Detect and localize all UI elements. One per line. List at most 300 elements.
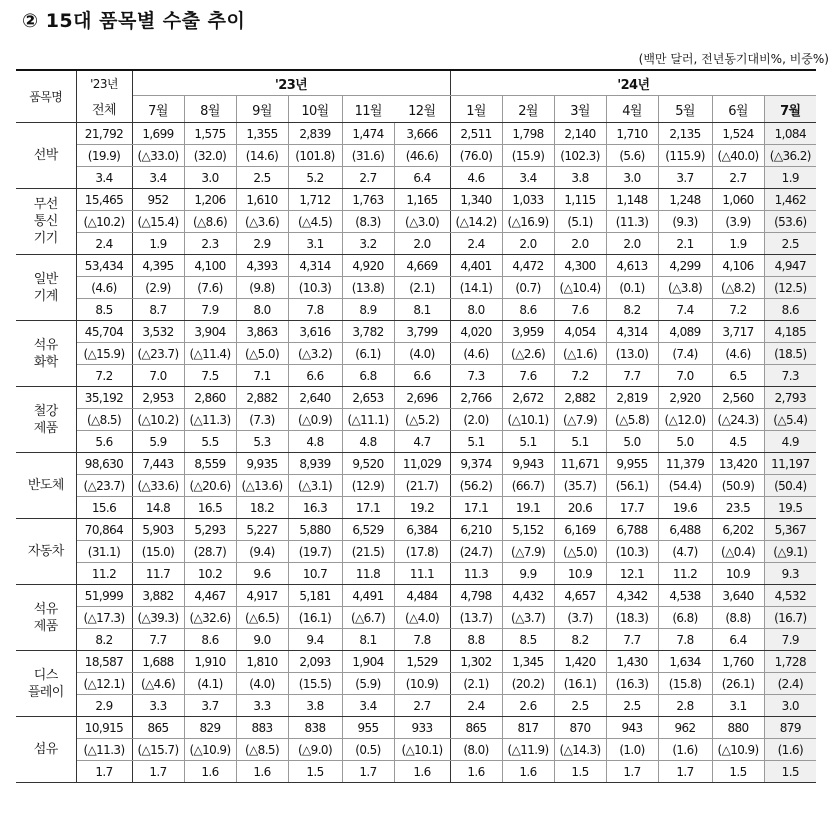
value-cell: 2.1 bbox=[658, 233, 712, 255]
value-cell: (54.4) bbox=[658, 475, 712, 497]
value-cell: 4,314 bbox=[288, 255, 342, 277]
value-cell: 6,202 bbox=[712, 519, 764, 541]
value-cell: 9.4 bbox=[288, 629, 342, 651]
value-cell: (19.7) bbox=[288, 541, 342, 563]
value-cell: 6.4 bbox=[712, 629, 764, 651]
value-cell: 6.6 bbox=[394, 365, 450, 387]
value-cell: 11.8 bbox=[342, 563, 394, 585]
value-cell: 1.9 bbox=[132, 233, 184, 255]
value-cell: 2.0 bbox=[554, 233, 606, 255]
value-cell: 1,474 bbox=[342, 123, 394, 145]
month-header: 4월 bbox=[606, 96, 658, 123]
month-header: 9월 bbox=[236, 96, 288, 123]
value-cell: (8.8) bbox=[712, 607, 764, 629]
value-cell: 19.1 bbox=[502, 497, 554, 519]
item-name-line: 석유 bbox=[33, 601, 58, 617]
value-cell: 7.7 bbox=[606, 629, 658, 651]
value-cell: 11,671 bbox=[554, 453, 606, 475]
value-cell: (13.7) bbox=[450, 607, 502, 629]
value-cell: 4,491 bbox=[342, 585, 394, 607]
value-cell: 3.3 bbox=[132, 695, 184, 717]
value-cell: (53.6) bbox=[764, 211, 816, 233]
value-cell: 5,367 bbox=[764, 519, 816, 541]
item-name-line: 자동차 bbox=[27, 544, 64, 559]
value-cell: 3,959 bbox=[502, 321, 554, 343]
value-cell: (5.6) bbox=[606, 145, 658, 167]
value-cell: 5.1 bbox=[554, 431, 606, 453]
value-cell: 45,704 bbox=[76, 321, 132, 343]
value-cell: 1,248 bbox=[658, 189, 712, 211]
month-header: 10월 bbox=[288, 96, 342, 123]
value-cell: 7.3 bbox=[450, 365, 502, 387]
value-cell: (101.8) bbox=[288, 145, 342, 167]
value-cell: (△32.6) bbox=[184, 607, 236, 629]
value-cell: (△9.1) bbox=[764, 541, 816, 563]
table-body bbox=[16, 123, 816, 783]
value-cell: 2.9 bbox=[236, 233, 288, 255]
table-row bbox=[16, 365, 816, 387]
item-name bbox=[16, 651, 76, 717]
table-row bbox=[16, 739, 816, 761]
value-cell: 5,880 bbox=[288, 519, 342, 541]
value-cell: 1,688 bbox=[132, 651, 184, 673]
value-cell: 6,529 bbox=[342, 519, 394, 541]
value-cell: 7.4 bbox=[658, 299, 712, 321]
value-cell: 1.6 bbox=[450, 761, 502, 783]
value-cell: (△5.8) bbox=[606, 409, 658, 431]
value-cell: 4.9 bbox=[764, 431, 816, 453]
value-cell: 2,672 bbox=[502, 387, 554, 409]
value-cell: 1.7 bbox=[658, 761, 712, 783]
item-name-line: 디스 bbox=[33, 667, 58, 683]
month-header: 7월 bbox=[132, 96, 184, 123]
table-row bbox=[16, 673, 816, 695]
value-cell: 7.6 bbox=[502, 365, 554, 387]
item-name-line: 제품 bbox=[33, 420, 58, 436]
value-cell: 8.0 bbox=[236, 299, 288, 321]
value-cell: (4.7) bbox=[658, 541, 712, 563]
value-cell: 8.8 bbox=[450, 629, 502, 651]
value-cell: 3,799 bbox=[394, 321, 450, 343]
value-cell: (△3.0) bbox=[394, 211, 450, 233]
value-cell: (△33.0) bbox=[132, 145, 184, 167]
value-cell: 1,060 bbox=[712, 189, 764, 211]
value-cell: 3,532 bbox=[132, 321, 184, 343]
value-cell: 865 bbox=[450, 717, 502, 739]
value-cell: 4,054 bbox=[554, 321, 606, 343]
value-cell: (1.6) bbox=[658, 739, 712, 761]
value-cell: 1,302 bbox=[450, 651, 502, 673]
value-cell: 1.6 bbox=[502, 761, 554, 783]
value-cell: (△12.0) bbox=[658, 409, 712, 431]
value-cell: 17.1 bbox=[450, 497, 502, 519]
month-header: 2월 bbox=[502, 96, 554, 123]
value-cell: (8.3) bbox=[342, 211, 394, 233]
value-cell: 3.0 bbox=[606, 167, 658, 189]
value-cell: 4,106 bbox=[712, 255, 764, 277]
value-cell: (13.8) bbox=[342, 277, 394, 299]
value-cell: 2.0 bbox=[606, 233, 658, 255]
value-cell: 19.2 bbox=[394, 497, 450, 519]
value-cell: (56.2) bbox=[450, 475, 502, 497]
value-cell: (△16.9) bbox=[502, 211, 554, 233]
value-cell: 7.1 bbox=[236, 365, 288, 387]
value-cell: 2.4 bbox=[76, 233, 132, 255]
value-cell: 3.4 bbox=[76, 167, 132, 189]
value-cell: 1,798 bbox=[502, 123, 554, 145]
value-cell: (△5.0) bbox=[554, 541, 606, 563]
value-cell: 817 bbox=[502, 717, 554, 739]
item-name-line: 선박 bbox=[33, 148, 58, 163]
value-cell: 53,434 bbox=[76, 255, 132, 277]
value-cell: 6,788 bbox=[606, 519, 658, 541]
value-cell: 6,210 bbox=[450, 519, 502, 541]
value-cell: 6.8 bbox=[342, 365, 394, 387]
value-cell: (1.0) bbox=[606, 739, 658, 761]
value-cell: (△10.1) bbox=[502, 409, 554, 431]
item-name-line: 섬유 bbox=[33, 742, 58, 757]
value-cell: (35.7) bbox=[554, 475, 606, 497]
value-cell: (△0.4) bbox=[712, 541, 764, 563]
value-cell: (△14.3) bbox=[554, 739, 606, 761]
value-cell: (3.7) bbox=[554, 607, 606, 629]
value-cell: 7.9 bbox=[184, 299, 236, 321]
table-row bbox=[16, 211, 816, 233]
value-cell: 18,587 bbox=[76, 651, 132, 673]
value-cell: (△5.4) bbox=[764, 409, 816, 431]
table-row bbox=[16, 167, 816, 189]
value-cell: (6.1) bbox=[342, 343, 394, 365]
value-cell: (△10.1) bbox=[394, 739, 450, 761]
value-cell: 2,640 bbox=[288, 387, 342, 409]
item-name-line: 철강 bbox=[33, 403, 58, 419]
value-cell: (9.3) bbox=[658, 211, 712, 233]
value-cell: 4,100 bbox=[184, 255, 236, 277]
value-cell: 3,640 bbox=[712, 585, 764, 607]
value-cell: (5.1) bbox=[554, 211, 606, 233]
value-cell: 1,763 bbox=[342, 189, 394, 211]
value-cell: (△10.9) bbox=[184, 739, 236, 761]
value-cell: 4.8 bbox=[342, 431, 394, 453]
month-header: 11월 bbox=[342, 96, 394, 123]
item-name bbox=[16, 519, 76, 585]
value-cell: 7.0 bbox=[132, 365, 184, 387]
value-cell: (△10.2) bbox=[76, 211, 132, 233]
value-cell: (2.0) bbox=[450, 409, 502, 431]
value-cell: 6.6 bbox=[288, 365, 342, 387]
value-cell: 13,420 bbox=[712, 453, 764, 475]
unit-note: (백만 달러, 전년동기대비%, 비중%) bbox=[638, 52, 829, 66]
value-cell: 4,657 bbox=[554, 585, 606, 607]
value-cell: 9,955 bbox=[606, 453, 658, 475]
item-name-line: 일반 bbox=[33, 271, 58, 287]
value-cell: (△40.0) bbox=[712, 145, 764, 167]
value-cell: 4.5 bbox=[712, 431, 764, 453]
value-cell: 2,696 bbox=[394, 387, 450, 409]
value-cell: 8.6 bbox=[764, 299, 816, 321]
value-cell: 2,839 bbox=[288, 123, 342, 145]
item-name bbox=[16, 585, 76, 651]
value-cell: 70,864 bbox=[76, 519, 132, 541]
table-row bbox=[16, 189, 816, 211]
value-cell: 1,610 bbox=[236, 189, 288, 211]
value-cell: (0.5) bbox=[342, 739, 394, 761]
value-cell: 1,165 bbox=[394, 189, 450, 211]
value-cell: 1,115 bbox=[554, 189, 606, 211]
value-cell: (△10.4) bbox=[554, 277, 606, 299]
value-cell: 3.0 bbox=[764, 695, 816, 717]
month-header: 1월 bbox=[450, 96, 502, 123]
value-cell: 21,792 bbox=[76, 123, 132, 145]
value-cell: 7.5 bbox=[184, 365, 236, 387]
value-cell: 3.3 bbox=[236, 695, 288, 717]
value-cell: (△10.9) bbox=[712, 739, 764, 761]
value-cell: (△3.7) bbox=[502, 607, 554, 629]
table-row bbox=[16, 123, 816, 145]
value-cell: 4,089 bbox=[658, 321, 712, 343]
table-row bbox=[16, 585, 816, 607]
table-row bbox=[16, 761, 816, 783]
value-cell: 9.9 bbox=[502, 563, 554, 585]
value-cell: 7.2 bbox=[554, 365, 606, 387]
value-cell: 1.6 bbox=[184, 761, 236, 783]
value-cell: 17.1 bbox=[342, 497, 394, 519]
value-cell: 5.1 bbox=[502, 431, 554, 453]
value-cell: (4.6) bbox=[76, 277, 132, 299]
value-cell: 12.1 bbox=[606, 563, 658, 585]
month-header: 5월 bbox=[658, 96, 712, 123]
value-cell: 1,760 bbox=[712, 651, 764, 673]
value-cell: (10.3) bbox=[606, 541, 658, 563]
value-cell: 880 bbox=[712, 717, 764, 739]
value-cell: (17.8) bbox=[394, 541, 450, 563]
value-cell: (△11.9) bbox=[502, 739, 554, 761]
value-cell: 3.7 bbox=[658, 167, 712, 189]
value-cell: 1,634 bbox=[658, 651, 712, 673]
value-cell: 3.7 bbox=[184, 695, 236, 717]
value-cell: 4,538 bbox=[658, 585, 712, 607]
value-cell: (16.7) bbox=[764, 607, 816, 629]
table-row bbox=[16, 277, 816, 299]
value-cell: (7.3) bbox=[236, 409, 288, 431]
value-cell: 8.1 bbox=[342, 629, 394, 651]
value-cell: 8.1 bbox=[394, 299, 450, 321]
value-cell: 5.0 bbox=[606, 431, 658, 453]
value-cell: 4,669 bbox=[394, 255, 450, 277]
value-cell: (△24.3) bbox=[712, 409, 764, 431]
value-cell: (△36.2) bbox=[764, 145, 816, 167]
value-cell: (△2.6) bbox=[502, 343, 554, 365]
value-cell: 8.7 bbox=[132, 299, 184, 321]
value-cell: 9.6 bbox=[236, 563, 288, 585]
item-name-line: 석유 bbox=[33, 337, 58, 353]
value-cell: 3.2 bbox=[342, 233, 394, 255]
value-cell: (△3.6) bbox=[236, 211, 288, 233]
value-cell: 2,511 bbox=[450, 123, 502, 145]
value-cell: 4.6 bbox=[450, 167, 502, 189]
table-row bbox=[16, 651, 816, 673]
value-cell: 2,882 bbox=[236, 387, 288, 409]
value-cell: 2.0 bbox=[394, 233, 450, 255]
value-cell: 2,920 bbox=[658, 387, 712, 409]
value-cell: (△4.0) bbox=[394, 607, 450, 629]
value-cell: (12.5) bbox=[764, 277, 816, 299]
value-cell: 2.3 bbox=[184, 233, 236, 255]
value-cell: (1.6) bbox=[764, 739, 816, 761]
value-cell: 7.2 bbox=[76, 365, 132, 387]
value-cell: 2.0 bbox=[502, 233, 554, 255]
value-cell: (21.5) bbox=[342, 541, 394, 563]
value-cell: 11,029 bbox=[394, 453, 450, 475]
value-cell: (2.1) bbox=[394, 277, 450, 299]
value-cell: 829 bbox=[184, 717, 236, 739]
value-cell: 4,300 bbox=[554, 255, 606, 277]
table-header bbox=[16, 70, 816, 123]
table-row bbox=[16, 387, 816, 409]
value-cell: (4.6) bbox=[712, 343, 764, 365]
value-cell: (26.1) bbox=[712, 673, 764, 695]
value-cell: (3.9) bbox=[712, 211, 764, 233]
value-cell: (13.0) bbox=[606, 343, 658, 365]
item-name-line: 무선 bbox=[33, 197, 58, 212]
value-cell: 10.9 bbox=[554, 563, 606, 585]
table-row bbox=[16, 299, 816, 321]
value-cell: 1,710 bbox=[606, 123, 658, 145]
value-cell: 3,882 bbox=[132, 585, 184, 607]
item-name-line: 플레이 bbox=[27, 684, 64, 700]
value-cell: (△11.3) bbox=[184, 409, 236, 431]
value-cell: 4,401 bbox=[450, 255, 502, 277]
table-row bbox=[16, 343, 816, 365]
value-cell: 5,181 bbox=[288, 585, 342, 607]
value-cell: 5.2 bbox=[288, 167, 342, 189]
value-cell: (15.0) bbox=[132, 541, 184, 563]
value-cell: 10.2 bbox=[184, 563, 236, 585]
value-cell: 3,717 bbox=[712, 321, 764, 343]
value-cell: (△4.6) bbox=[132, 673, 184, 695]
value-cell: 2.4 bbox=[450, 695, 502, 717]
table-row bbox=[16, 519, 816, 541]
value-cell: 9,520 bbox=[342, 453, 394, 475]
value-cell: 98,630 bbox=[76, 453, 132, 475]
value-cell: 2,953 bbox=[132, 387, 184, 409]
value-cell: 2,135 bbox=[658, 123, 712, 145]
value-cell: 4,472 bbox=[502, 255, 554, 277]
value-cell: 6.5 bbox=[712, 365, 764, 387]
value-cell: (△0.9) bbox=[288, 409, 342, 431]
value-cell: 16.5 bbox=[184, 497, 236, 519]
value-cell: (12.9) bbox=[342, 475, 394, 497]
value-cell: 1.7 bbox=[342, 761, 394, 783]
table-row bbox=[16, 541, 816, 563]
value-cell: 2.9 bbox=[76, 695, 132, 717]
value-cell: (18.5) bbox=[764, 343, 816, 365]
item-header: 품목명 bbox=[16, 70, 76, 123]
value-cell: 2.5 bbox=[606, 695, 658, 717]
value-cell: 1,420 bbox=[554, 651, 606, 673]
value-cell: 7.6 bbox=[554, 299, 606, 321]
value-cell: (△5.2) bbox=[394, 409, 450, 431]
value-cell: 1,712 bbox=[288, 189, 342, 211]
value-cell: 4,342 bbox=[606, 585, 658, 607]
value-cell: 3,904 bbox=[184, 321, 236, 343]
value-cell: 7.8 bbox=[394, 629, 450, 651]
value-cell: 943 bbox=[606, 717, 658, 739]
value-cell: 8.2 bbox=[554, 629, 606, 651]
value-cell: (2.4) bbox=[764, 673, 816, 695]
value-cell: 10.9 bbox=[712, 563, 764, 585]
value-cell: 3.1 bbox=[288, 233, 342, 255]
value-cell: 19.5 bbox=[764, 497, 816, 519]
value-cell: 7.7 bbox=[606, 365, 658, 387]
value-cell: 3.8 bbox=[288, 695, 342, 717]
value-cell: 962 bbox=[658, 717, 712, 739]
value-cell: (△12.1) bbox=[76, 673, 132, 695]
value-cell: 15,465 bbox=[76, 189, 132, 211]
value-cell: 8.2 bbox=[606, 299, 658, 321]
value-cell: 7.2 bbox=[712, 299, 764, 321]
value-cell: 4,947 bbox=[764, 255, 816, 277]
table-row bbox=[16, 145, 816, 167]
value-cell: (50.4) bbox=[764, 475, 816, 497]
value-cell: 1,810 bbox=[236, 651, 288, 673]
value-cell: (4.1) bbox=[184, 673, 236, 695]
item-name bbox=[16, 255, 76, 321]
value-cell: 1,524 bbox=[712, 123, 764, 145]
value-cell: 4.7 bbox=[394, 431, 450, 453]
value-cell: (△20.6) bbox=[184, 475, 236, 497]
table-row bbox=[16, 607, 816, 629]
value-cell: (△39.3) bbox=[132, 607, 184, 629]
total-header-bottom: 전체 bbox=[76, 96, 132, 123]
value-cell: 6,384 bbox=[394, 519, 450, 541]
value-cell: 1.6 bbox=[236, 761, 288, 783]
value-cell: 4,467 bbox=[184, 585, 236, 607]
value-cell: (△33.6) bbox=[132, 475, 184, 497]
value-cell: 2.5 bbox=[764, 233, 816, 255]
value-cell: 4,299 bbox=[658, 255, 712, 277]
value-cell: (5.9) bbox=[342, 673, 394, 695]
value-cell: 8.6 bbox=[184, 629, 236, 651]
value-cell: 7,443 bbox=[132, 453, 184, 475]
value-cell: 933 bbox=[394, 717, 450, 739]
value-cell: 11,379 bbox=[658, 453, 712, 475]
value-cell: 1,430 bbox=[606, 651, 658, 673]
table-row bbox=[16, 233, 816, 255]
value-cell: 9.3 bbox=[764, 563, 816, 585]
value-cell: 883 bbox=[236, 717, 288, 739]
item-name bbox=[16, 189, 76, 255]
value-cell: 2.5 bbox=[236, 167, 288, 189]
value-cell: 1,575 bbox=[184, 123, 236, 145]
value-cell: 3.0 bbox=[184, 167, 236, 189]
value-cell: 1,084 bbox=[764, 123, 816, 145]
value-cell: 5.5 bbox=[184, 431, 236, 453]
value-cell: (7.4) bbox=[658, 343, 712, 365]
value-cell: (19.9) bbox=[76, 145, 132, 167]
value-cell: (△8.6) bbox=[184, 211, 236, 233]
value-cell: (14.1) bbox=[450, 277, 502, 299]
table-row bbox=[16, 409, 816, 431]
value-cell: 7.7 bbox=[132, 629, 184, 651]
value-cell: (16.1) bbox=[554, 673, 606, 695]
value-cell: (△7.9) bbox=[554, 409, 606, 431]
value-cell: (△8.5) bbox=[236, 739, 288, 761]
value-cell: (2.9) bbox=[132, 277, 184, 299]
value-cell: (16.3) bbox=[606, 673, 658, 695]
value-cell: 5,152 bbox=[502, 519, 554, 541]
value-cell: 3,666 bbox=[394, 123, 450, 145]
